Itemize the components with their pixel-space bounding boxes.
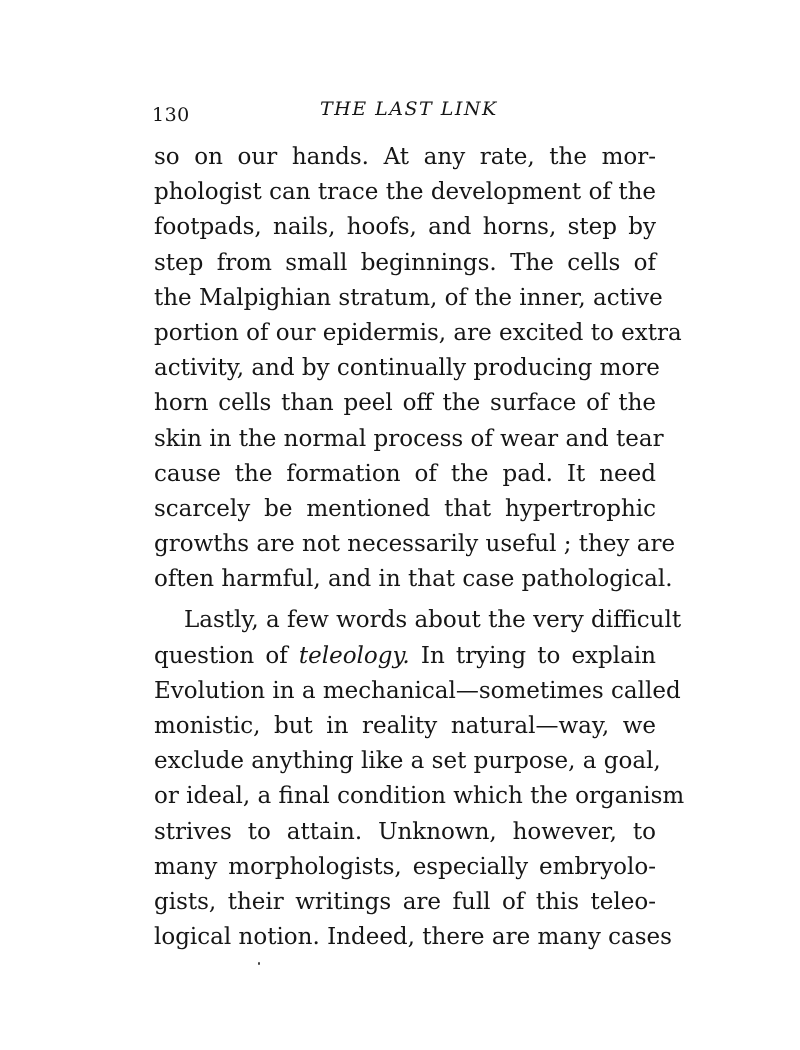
text-line: or ideal, a final condition which the organism bbox=[154, 783, 685, 810]
text-line: footpads, nails, hoofs, and horns, step by bbox=[154, 214, 656, 241]
text-line: so on our hands. At any rate, the mor- bbox=[154, 144, 656, 170]
text-run: In trying to explain bbox=[409, 642, 656, 669]
text-line: exclude anything like a set purpose, a goal, bbox=[154, 748, 661, 775]
text-line: Evolution in a mechanical—sometimes called bbox=[154, 677, 681, 704]
body-text bbox=[154, 140, 685, 955]
text-line: often harmful, and in that case pathological. bbox=[154, 566, 673, 593]
print-speck bbox=[258, 962, 260, 965]
text-line: phologist can trace the development of the bbox=[154, 179, 656, 206]
text-line bbox=[154, 639, 656, 674]
text-line: portion of our epidermis, are excited to extra bbox=[154, 319, 682, 346]
text-line: strives to attain. Unknown, however, to bbox=[154, 818, 656, 845]
paragraph-2 bbox=[154, 603, 685, 955]
text-line: many morphologists, especially embryolo- bbox=[154, 853, 656, 880]
text-line: horn cells than peel off the surface of the bbox=[154, 390, 656, 417]
text-line: the Malpighian stratum, of the inner, active bbox=[154, 284, 663, 311]
text-line: cause the formation of the pad. It need bbox=[154, 460, 656, 487]
text-line: skin in the normal process of wear and tear bbox=[154, 425, 664, 452]
running-head bbox=[152, 98, 657, 128]
text-line: growths are not necessarily useful ; they are bbox=[154, 531, 676, 558]
text-line: step from small beginnings. The cells of bbox=[154, 249, 656, 276]
text-line: gists, their writings are full of this teleo- bbox=[154, 888, 656, 915]
page-number: 130 bbox=[152, 104, 190, 126]
text-line: scarcely be mentioned that hypertrophic bbox=[154, 495, 656, 522]
text-line: logical notion. Indeed, there are many cases bbox=[154, 924, 672, 951]
text-run: question of bbox=[154, 642, 299, 669]
text-line: Lastly, a few words about the very difficult bbox=[184, 607, 682, 634]
italic-term: teleology. bbox=[298, 642, 410, 669]
paragraph-1 bbox=[154, 140, 682, 597]
text-line: activity, and by continually producing more bbox=[154, 355, 660, 382]
running-title: THE LAST LINK bbox=[320, 98, 498, 120]
text-line: monistic, but in reality natural—way, we bbox=[154, 713, 656, 739]
